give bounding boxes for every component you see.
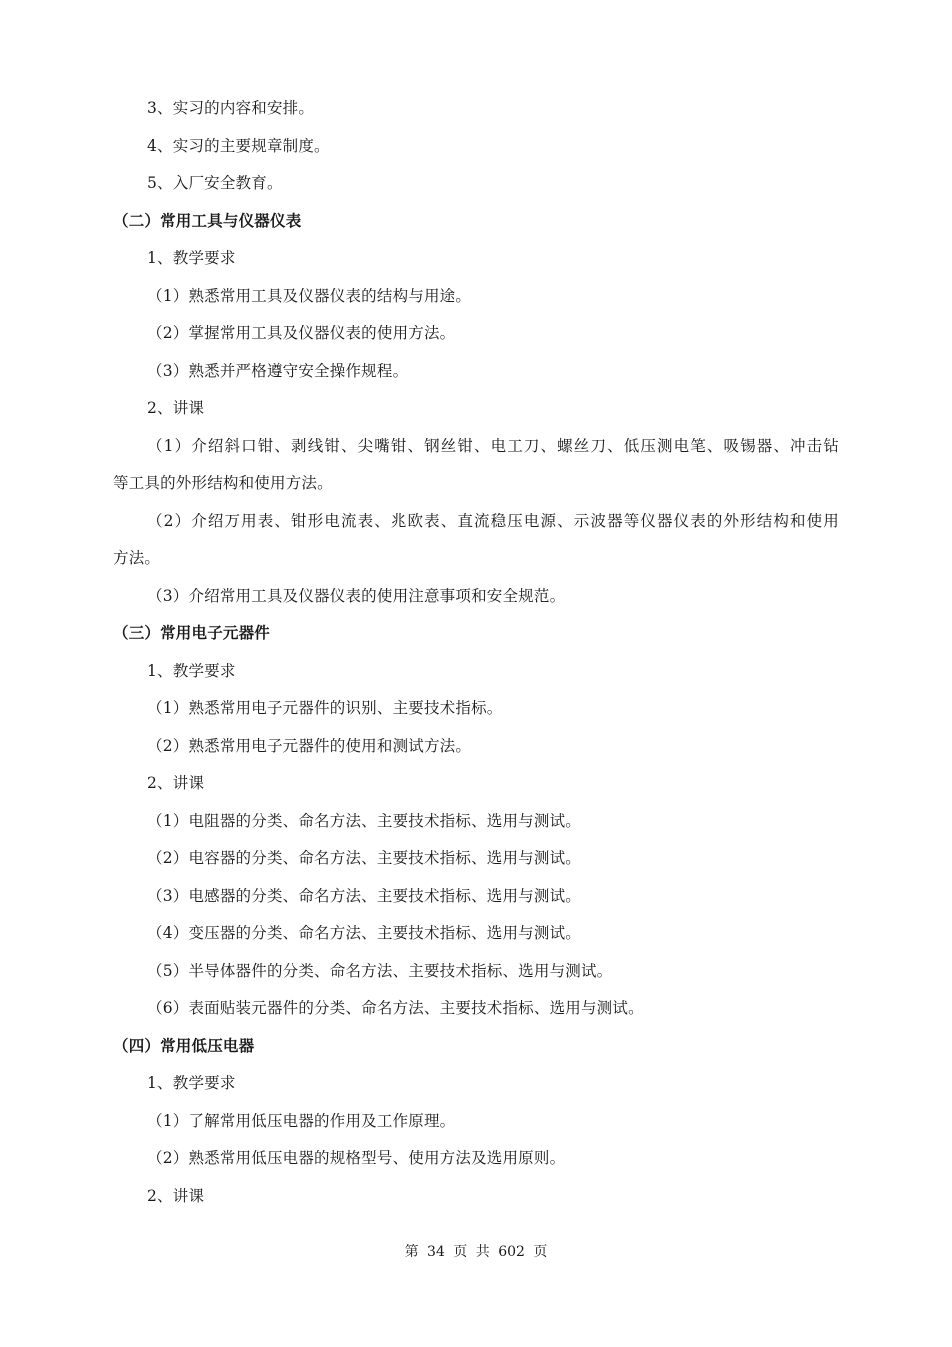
subsection-label: 1、教学要求 bbox=[147, 249, 236, 267]
list-item: 5、入厂安全教育。 bbox=[147, 174, 283, 192]
paragraph-line: （2）介绍万用表、钳形电流表、兆欧表、直流稳压电源、示波器等仪器仪表的外形结构和使用 bbox=[147, 512, 839, 530]
list-item: （3）介绍常用工具及仪器仪表的使用注意事项和安全规范。 bbox=[147, 587, 566, 605]
subsection-label: 1、教学要求 bbox=[147, 1074, 236, 1092]
list-item: （4）变压器的分类、命名方法、主要技术指标、选用与测试。 bbox=[147, 924, 581, 942]
list-item: （2）熟悉常用电子元器件的使用和测试方法。 bbox=[147, 737, 472, 755]
paragraph-line: （1）介绍斜口钳、剥线钳、尖嘴钳、钢丝钳、电工刀、螺丝刀、低压测电笔、吸锡器、冲击钻 bbox=[147, 437, 839, 455]
paragraph-line: 方法。 bbox=[113, 549, 161, 567]
section-heading: （二）常用工具与仪器仪表 bbox=[113, 212, 302, 230]
list-item: 3、实习的内容和安排。 bbox=[147, 99, 315, 117]
section-heading: （三）常用电子元器件 bbox=[113, 624, 271, 642]
subsection-label: 2、讲课 bbox=[147, 774, 205, 792]
list-item: （1）熟悉常用工具及仪器仪表的结构与用途。 bbox=[147, 287, 472, 305]
list-item: （2）熟悉常用低压电器的规格型号、使用方法及选用原则。 bbox=[147, 1149, 566, 1167]
subsection-label: 1、教学要求 bbox=[147, 662, 236, 680]
list-item: （2）电容器的分类、命名方法、主要技术指标、选用与测试。 bbox=[147, 849, 581, 867]
subsection-label: 2、讲课 bbox=[147, 399, 205, 417]
list-item: （3）熟悉并严格遵守安全操作规程。 bbox=[147, 362, 409, 380]
list-item: （5）半导体器件的分类、命名方法、主要技术指标、选用与测试。 bbox=[147, 962, 613, 980]
page-number-footer: 第 34 页 共 602 页 bbox=[404, 1244, 548, 1260]
list-item: （1）熟悉常用电子元器件的识别、主要技术指标。 bbox=[147, 699, 503, 717]
subsection-label: 2、讲课 bbox=[147, 1187, 205, 1205]
paragraph-line: 等工具的外形结构和使用方法。 bbox=[113, 474, 333, 492]
list-item: （2）掌握常用工具及仪器仪表的使用方法。 bbox=[147, 324, 456, 342]
list-item: 4、实习的主要规章制度。 bbox=[147, 137, 330, 155]
list-item: （1）电阻器的分类、命名方法、主要技术指标、选用与测试。 bbox=[147, 812, 581, 830]
section-heading: （四）常用低压电器 bbox=[113, 1037, 255, 1055]
list-item: （3）电感器的分类、命名方法、主要技术指标、选用与测试。 bbox=[147, 887, 581, 905]
list-item: （6）表面贴装元器件的分类、命名方法、主要技术指标、选用与测试。 bbox=[147, 999, 644, 1017]
list-item: （1）了解常用低压电器的作用及工作原理。 bbox=[147, 1112, 456, 1130]
